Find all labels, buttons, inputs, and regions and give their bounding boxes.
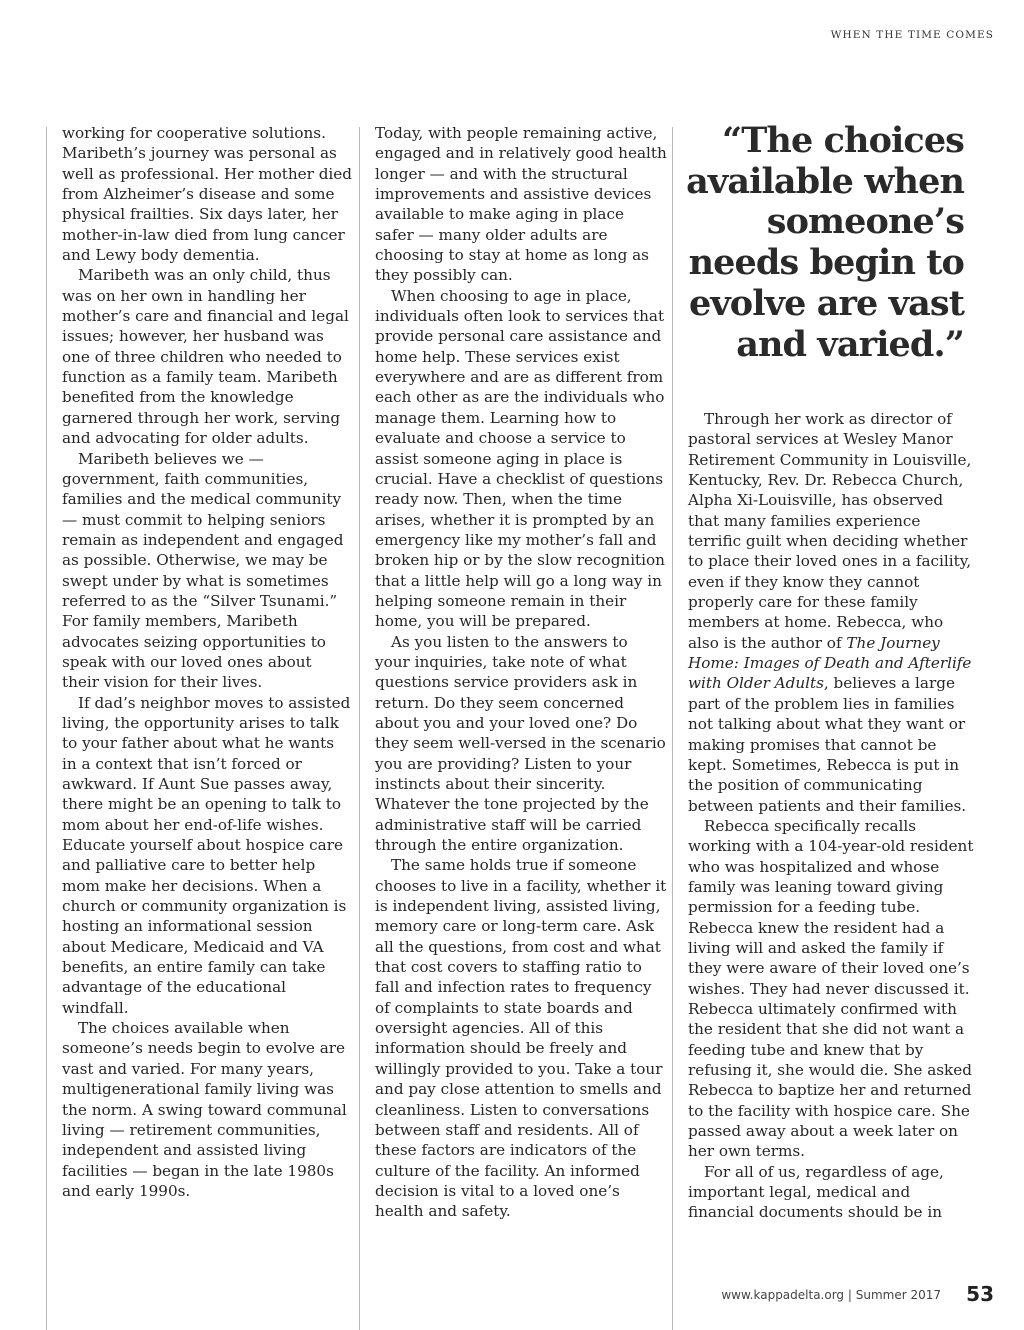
pull-quote: “The choices available when someone’s needs begin to evolve are vast and varied.” (686, 120, 964, 365)
paragraph: Maribeth believes we — government, faith communities, families and the medical community — must commit to helping seniors remain as independent and engaged as possible. Otherwise, we may be swept under by what is sometimes referred to as the “Silver Tsunami.” For family members, Maribeth advocates seizing opportunities to speak with our loved ones about their vision for their lives. (62, 449, 344, 692)
paragraph: For all of us, regardless of age, important legal, medical and financial documents should be in (688, 1162, 944, 1222)
paragraph: The choices available when someone’s needs begin to evolve are vast and varied. For many years, multigenerational family living was the norm. A swing toward communal living — retirement communities, independent and assisted living facilities — began in the late 1980s and early 1990s. (62, 1019, 347, 1200)
page-number: 53 (966, 1282, 994, 1306)
paragraph: Today, with people remaining active, engaged and in relatively good health longer — and with the structural improvements and assistive devices available to make aging in place safer — many older adults are choosing to stay at home as long as they possibly can. (375, 124, 667, 285)
paragraph: Rebecca specifically recalls working with a 104-year-old resident who was hospitalized and whose family was leaning toward giving permission for a feeding tube. Rebecca knew the resident had a living will and asked the family if they were aware of their loved one’s wishes. They had never discussed it. Rebecca ultimately confirmed with the resident that she did not want a feeding tube and knew that by refusing it, she would die. She asked Rebecca to baptize her and returned to the facility with hospice care. She passed away about a week later on her own terms. (688, 816, 974, 1161)
paragraph: The same holds true if someone chooses to live in a facility, whether it is independent living, assisted living, memory care or long-term care. Ask all the questions, from cost and what that cost covers to staffing ratio to fall and infection rates to frequency of complaints to state boards and oversight agencies. All of this information should be freely and willingly provided to you. Take a tour and pay close attention to smells and cleanliness. Listen to conversations between staff and residents. All of these factors are indicators of the culture of the facility. An informed decision is vital to a loved one’s health and safety. (375, 856, 667, 1221)
paragraph: When choosing to age in place, individuals often look to services that provide personal care assistance and home help. These services exist everywhere and are as different from each other as are the individuals who manage them. Learning how to evaluate and choose a service to assist someone aging in place is crucial. Have a checklist of questions ready now. Then, when the time arises, whether it is prompted by an emergency like my mother’s fall and broken hip or by the slow recognition that a little help will go a long way in helping someone remain in their home, you will be prepared. (375, 286, 665, 631)
book-title: The Journey Home: Images of Death and Afterlife with Older Adults (688, 633, 972, 693)
paragraph: As you listen to the answers to your inquiries, take note of what questions service providers ask in return. Do they seem concerned about you and your loved one? Do they seem well-versed in the scenario you are providing? Listen to your instincts about their sincerity. Whatever the tone projected by the administrative staff will be carried through the entire organization. (375, 632, 666, 855)
column-rule (359, 127, 360, 1330)
paragraph (688, 409, 978, 816)
paragraph: If dad’s neighbor moves to assisted living, the opportunity arises to talk to your father about what he wants in a context that isn’t forced or awkward. If Aunt Sue passes away, there might be an opening to talk to mom about her end-of-life wishes. Educate yourself about hospice care and palliative care to better help mom make her decisions. When a church or community organization is hosting an informational session about Medicare, Medicaid and VA benefits, an entire family can take advantage of the educational windfall. (62, 693, 351, 1017)
paragraph: working for cooperative solutions. Maribeth’s journey was personal as well as professional. Her mother died from Alzheimer’s disease and some physical frailties. Six days later, her mother-in-law died from lung cancer and Lewy body dementia. (62, 124, 352, 265)
footer-site-and-issue: www.kappadelta.org | Summer 2017 (721, 1288, 941, 1302)
paragraph: Maribeth was an only child, thus was on her own in handling her mother’s care and financial and legal issues; however, her husband was one of three children who needed to function as a family team. Maribeth benefited from the knowledge garnered through her work, serving and advocating for older adults. (62, 266, 349, 448)
paragraph-text: Through her work as director of pastoral services at Wesley Manor Retirement Community in Louisville, Kentucky, Rev. Dr. Rebecca Church, Alpha Xi-Louisville, has observed that many families experience terrific guilt when deciding whether to place their loved ones in a facility, even if they know they cannot properly care for these family members at home. Rebecca, who also is the author of (688, 410, 972, 652)
column-rule (46, 127, 47, 1330)
article-column-2 (375, 123, 667, 1222)
running-head: WHEN THE TIME COMES (830, 29, 994, 41)
article-column-3 (688, 409, 978, 1223)
paragraph-text: , believes a large part of the problem lies in families not talking about what they want or making promises that cannot be kept. Sometimes, Rebecca is put in the position of communicating between patients and their families. (688, 674, 967, 815)
article-column-1 (62, 123, 352, 1201)
